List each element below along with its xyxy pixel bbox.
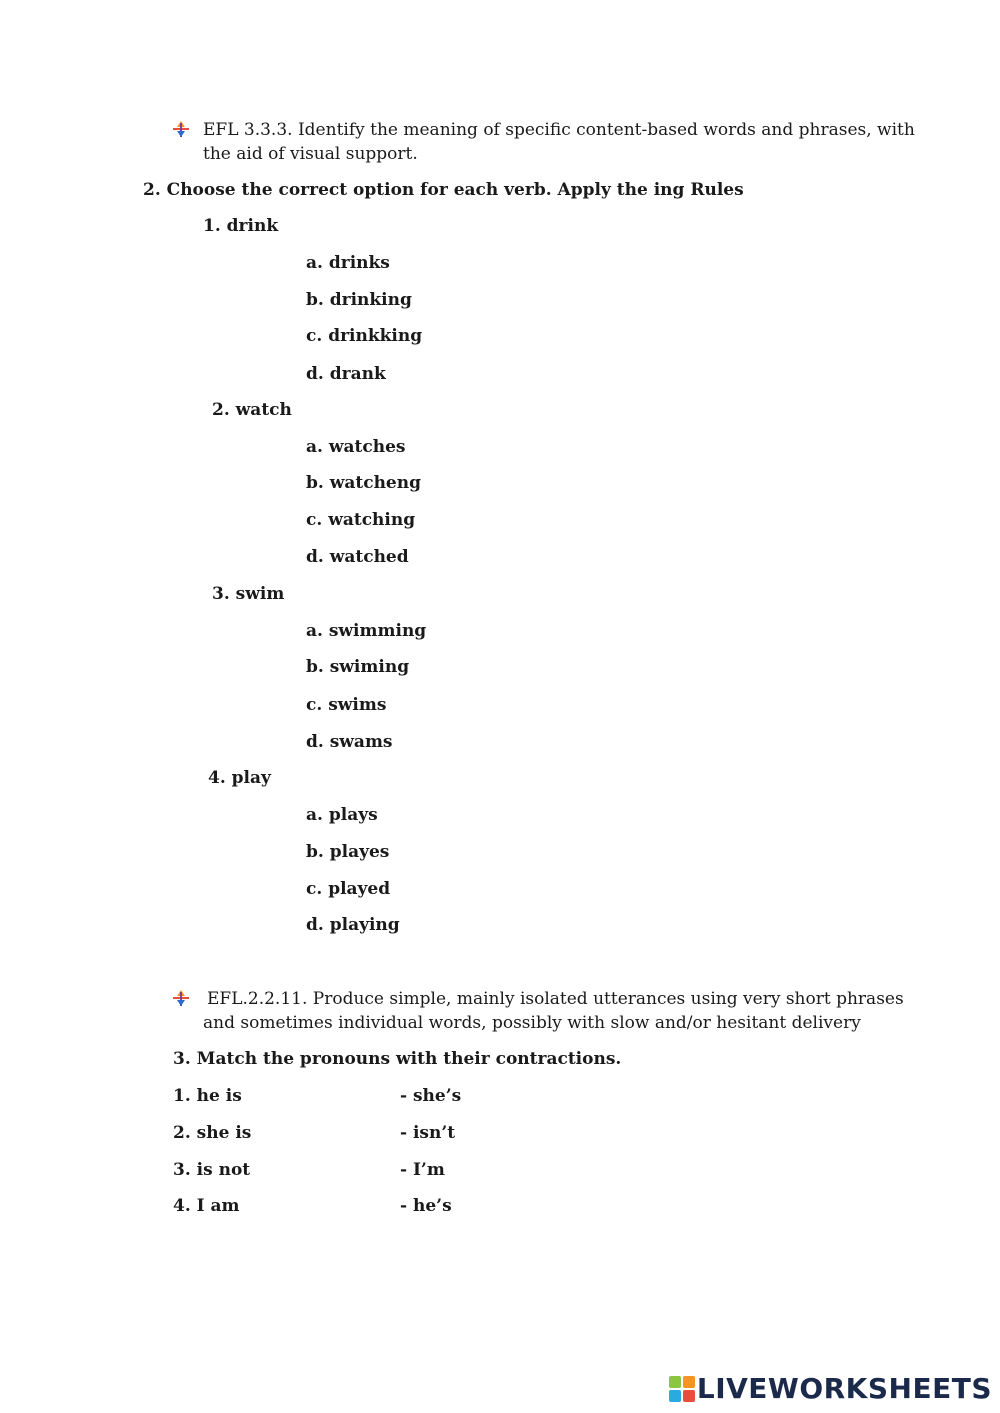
question-4-label: 4. play	[208, 768, 271, 788]
match-left-1[interactable]: 1. he is	[173, 1086, 242, 1106]
question-1-option-a[interactable]: a. drinks	[306, 253, 390, 273]
liveworksheets-logo-icon	[669, 1376, 695, 1402]
question-4-option-d[interactable]: d. playing	[306, 915, 400, 935]
question-2-option-d[interactable]: d. watched	[306, 547, 409, 567]
question-3-option-d[interactable]: d. swams	[306, 732, 393, 752]
arrow-bullet-icon	[172, 989, 190, 1007]
match-right-2[interactable]: - isn’t	[400, 1123, 456, 1143]
standard-2-line-1: EFL.2.2.11. Produce simple, mainly isolated utterances using very short phrases	[207, 989, 904, 1009]
section-2-instruction: 2. Choose the correct option for each verb. Apply the ing Rules	[143, 180, 744, 200]
match-right-4[interactable]: - he’s	[400, 1196, 452, 1216]
question-3-option-c[interactable]: c. swims	[306, 695, 387, 715]
standard-2-line-2: and sometimes individual words, possibly with slow and/or hesitant delivery	[203, 1013, 861, 1033]
standard-1-line-2: the aid of visual support.	[203, 144, 418, 164]
question-3-option-a[interactable]: a. swimming	[306, 621, 427, 641]
match-left-2[interactable]: 2. she is	[173, 1123, 252, 1143]
match-right-3[interactable]: - I’m	[400, 1160, 445, 1180]
question-3-option-b[interactable]: b. swiming	[306, 657, 410, 677]
liveworksheets-logo[interactable]	[669, 1371, 992, 1407]
question-1-option-b[interactable]: b. drinking	[306, 290, 412, 310]
question-2-label: 2. watch	[212, 400, 292, 420]
question-4-option-b[interactable]: b. playes	[306, 842, 390, 862]
question-2-option-c[interactable]: c. watching	[306, 510, 416, 530]
match-right-1[interactable]: - she’s	[400, 1086, 462, 1106]
question-1-option-d[interactable]: d. drank	[306, 364, 386, 384]
match-left-3[interactable]: 3. is not	[173, 1160, 251, 1180]
section-3-instruction: 3. Match the pronouns with their contractions.	[173, 1049, 622, 1069]
question-4-option-a[interactable]: a. plays	[306, 805, 378, 825]
question-3-label: 3. swim	[212, 584, 285, 604]
arrow-bullet-icon	[172, 120, 190, 138]
question-1-option-c[interactable]: c. drinkking	[306, 326, 423, 346]
question-1-label: 1. drink	[203, 216, 279, 236]
question-4-option-c[interactable]: c. played	[306, 879, 391, 899]
liveworksheets-logo-text: LIVEWORKSHEETS	[696, 1372, 992, 1405]
standard-1-line-1: EFL 3.3.3. Identify the meaning of specific content-based words and phrases, with	[203, 120, 915, 140]
question-2-option-a[interactable]: a. watches	[306, 437, 406, 457]
question-2-option-b[interactable]: b. watcheng	[306, 473, 421, 493]
match-left-4[interactable]: 4. I am	[173, 1196, 240, 1216]
